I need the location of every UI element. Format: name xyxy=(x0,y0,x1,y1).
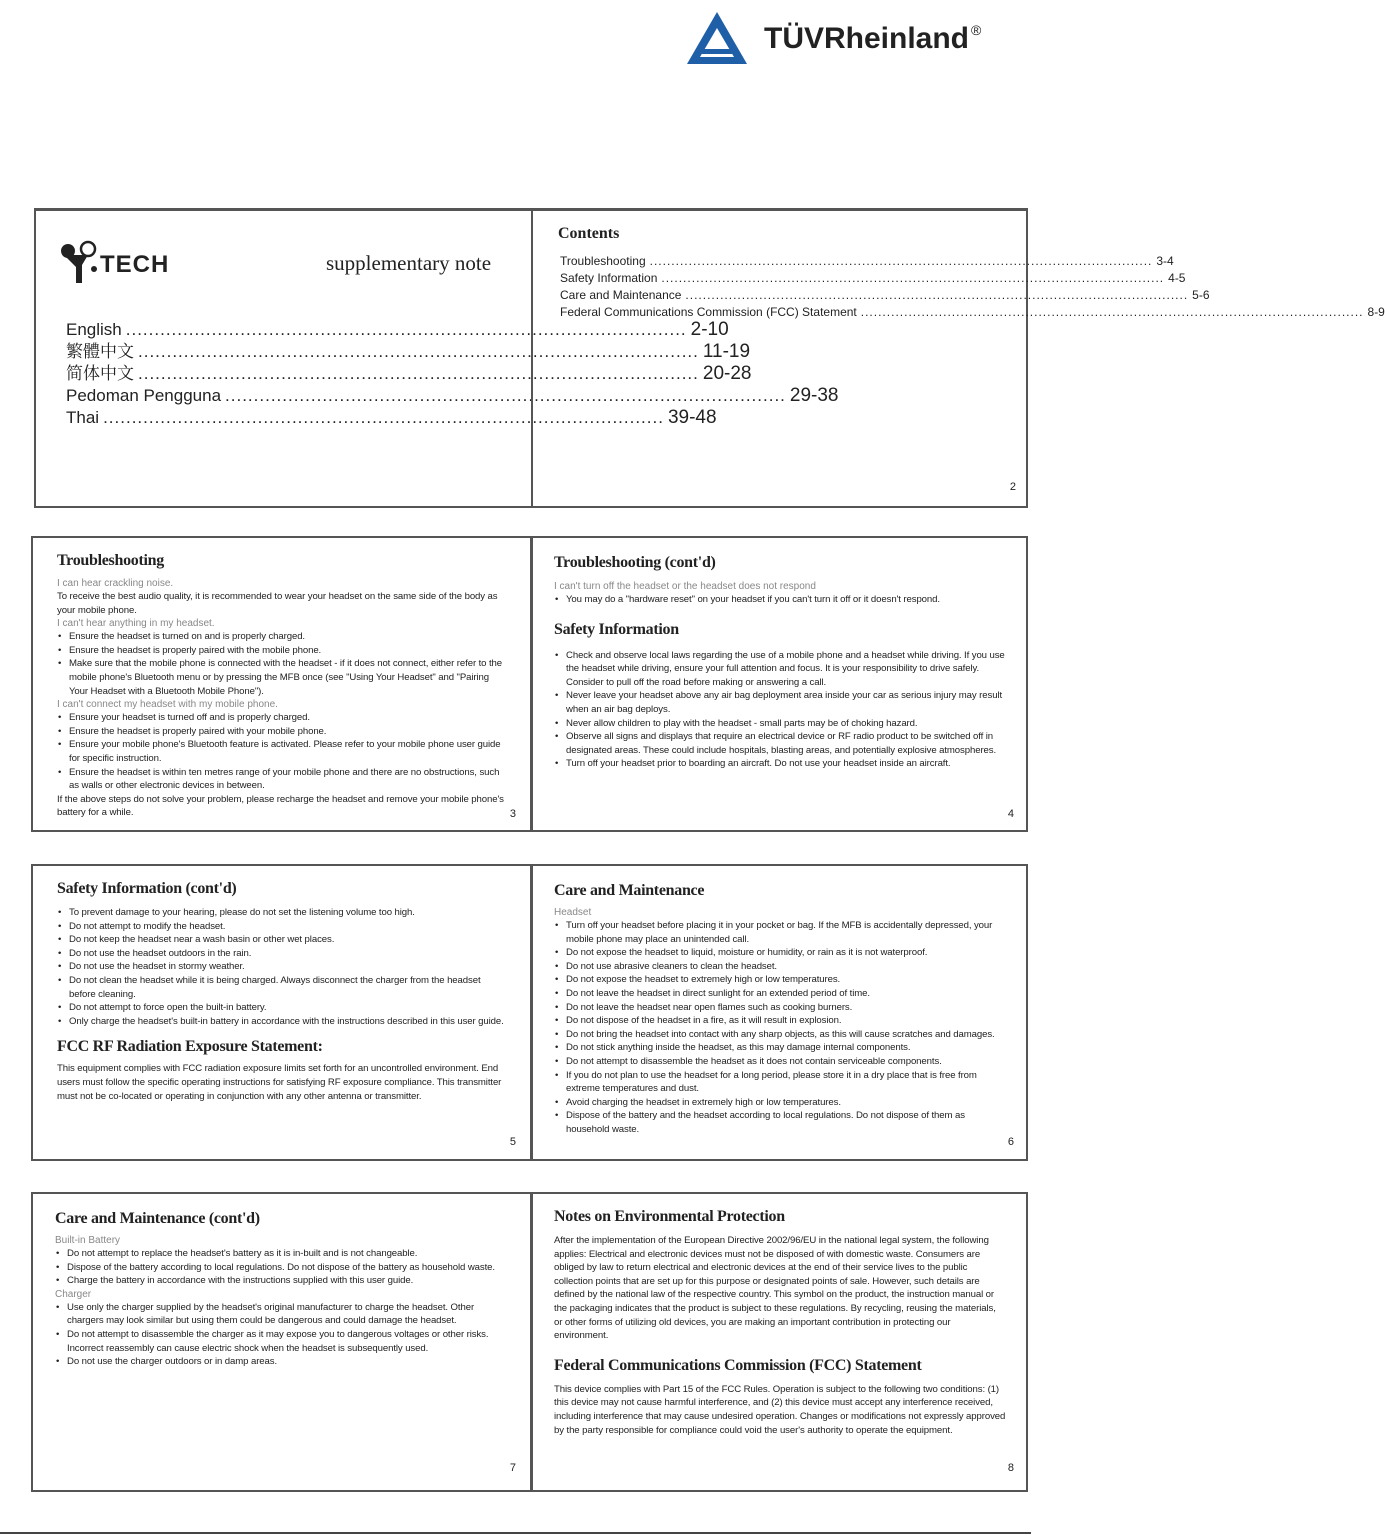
checklist xyxy=(57,711,505,793)
ytech-logo-text: TECH xyxy=(100,251,170,278)
bottom-rule xyxy=(0,1532,1031,1534)
toc-pages: 2-10 xyxy=(690,319,729,340)
section-title: Care and Maintenance (cont'd) xyxy=(55,1210,260,1227)
section-title: Troubleshooting (cont'd) xyxy=(554,554,716,571)
toc-label: 简体中文 xyxy=(66,364,134,383)
toc-label: 繁體中文 xyxy=(66,342,134,361)
contents-item-pages: 8-9 xyxy=(1367,305,1385,319)
list-item: • Do not attempt to disassemble the charger as it may expose you to dangerous voltages or other risks. Incorrect reassembly can cause electric shock when the headset is subsequently used. xyxy=(67,1328,507,1355)
contents-item-pages: 5-6 xyxy=(1192,288,1210,302)
list-item: • Ensure the headset is properly paired with your mobile phone. xyxy=(69,725,505,739)
list-item: • Do not use the headset in stormy weather. xyxy=(69,960,509,974)
list-item: • Do not stick anything inside the headset, as this may damage internal components. xyxy=(566,1041,1006,1055)
contents-item[interactable]: Troubleshooting .................................................................................................................... 3-4 xyxy=(560,254,1174,268)
page-number: 5 xyxy=(509,1136,516,1148)
toc-label: Pedoman Pengguna xyxy=(66,386,222,405)
fcc-rf-text: This equipment complies with FCC radiation exposure limits set forth for an uncontrolled environment. End users must follow the specific operating instructions for satisfying RF exposure compliance. This transmitter must not be co-located or operating in conjunction with any other antenna or transmitter. xyxy=(57,1063,502,1102)
checklist xyxy=(57,630,505,698)
question-heading: I can't connect my headset with my mobile phone. xyxy=(57,699,278,711)
page-7-care xyxy=(31,1192,532,1492)
section-title: Safety Information (cont'd) xyxy=(57,880,237,897)
list-item: • Do not keep the headset near a wash basin or other wet places. xyxy=(69,933,509,947)
toc-label: Thai xyxy=(66,408,100,427)
toc-row[interactable]: 繁體中文 .................................................................................................. 11-19 xyxy=(66,341,751,362)
checklist xyxy=(57,906,509,1028)
contents-item-label: Safety Information xyxy=(560,271,658,285)
page-8-environment-fcc xyxy=(531,1192,1028,1492)
contents-item-pages: 4-5 xyxy=(1168,271,1186,285)
list-item: • Do not attempt to replace the headset's battery as it is in-built and is not changeable. xyxy=(67,1247,507,1261)
page-5-safety xyxy=(31,864,532,1161)
list-item: • Never allow children to play with the headset - small parts may be of choking hazard. xyxy=(566,717,1006,731)
list-item: • Do not attempt to modify the headset. xyxy=(69,920,509,934)
environment-text: After the implementation of the European Directive 2002/96/EU in the national legal system, the following applies: Electrical and electronic devices must not be disposed of with domestic waste. Consumers are obliged by law to return electrical and electronic devices at the end of their service lives to the public collection points that are set up for this purpose or designated points of sale. However, such details are defined by the national law of the respective country. This symbol on the product, the instruction manual or the packaging indicates that the product is subject to these regulations. By recycling, reusing the materials, or other forms of utilizing old devices, you are making an important contribution in protecting our environment. xyxy=(554,1235,996,1342)
list-item: • Turn off your headset before placing it in your pocket or bag. If the MFB is accidentally depressed, your mobile phone may place an unintended call. xyxy=(566,919,1006,946)
list-item: • Ensure the headset is properly paired with the mobile phone. xyxy=(69,644,505,658)
list-item: • Check and observe local laws regarding the use of a mobile phone and a headset while driving. If you use the headset while driving, ensure your full attention and focus. It is your responsibility to drive safely. Consider to pull off the road before making or answering a call. xyxy=(566,649,1006,690)
section-title: Care and Maintenance xyxy=(554,882,705,899)
contents-item[interactable]: Safety Information .................................................................................................................... 4-5 xyxy=(560,271,1186,285)
subsection-heading: Built-in Battery xyxy=(55,1235,121,1246)
page-number: 8 xyxy=(1007,1462,1014,1474)
contents-item-label: Federal Communications Commission (FCC) Statement xyxy=(560,305,857,319)
list-item: • Do not expose the headset to liquid, moisture or humidity, or rain as it is not waterproof. xyxy=(566,946,1006,960)
ytech-logo xyxy=(58,239,188,289)
list-item: • Do not expose the headset to extremely high or low temperatures. xyxy=(566,973,1006,987)
toc-row[interactable]: 简体中文 .................................................................................................. 20-28 xyxy=(66,363,752,384)
answer-text: To receive the best audio quality, it is recommended to wear your headset on the same side of the body as your mobile phone. xyxy=(57,591,498,616)
list-item: • Do not use the headset outdoors in the rain. xyxy=(69,947,509,961)
subsection-heading: Charger xyxy=(55,1288,92,1300)
list-item: • Do not leave the headset near open flames such as cooking burners. xyxy=(566,1001,1006,1015)
question-heading: I can't hear anything in my headset. xyxy=(57,618,215,630)
list-item: • Do not attempt to disassemble the headset as it does not contain serviceable components. xyxy=(566,1055,1006,1069)
question-heading: I can hear crackling noise. xyxy=(57,578,174,589)
list-item: • Do not clean the headset while it is being charged. Always disconnect the charger from the headset before cleaning. xyxy=(69,974,509,1001)
list-item: • Do not use the charger outdoors or in damp areas. xyxy=(67,1355,507,1369)
toc-pages: 11-19 xyxy=(702,341,751,362)
page-number: 3 xyxy=(509,808,516,820)
checklist xyxy=(554,649,1006,771)
list-item: • Never leave your headset above any air bag deployment area inside your car as serious injury may result when an air bag deploys. xyxy=(566,689,1006,716)
section-title: FCC RF Radiation Exposure Statement: xyxy=(57,1038,323,1056)
toc-pages: 29-38 xyxy=(789,385,839,406)
fcc-statement-text: This device complies with Part 15 of the FCC Rules. Operation is subject to the following two conditions: (1) this device may not cause harmful interference, and (2) this device must accept any interference received, including interference that may cause undesired operation. Changes or modifications not expressly approved by the party responsible for compliance could void the user's authority to operate the equipment. xyxy=(554,1383,1006,1436)
contents-item[interactable]: Federal Communications Commission (FCC) Statement .................................................................................................................... 8-9 xyxy=(560,305,1385,319)
list-item: • Ensure the headset is within ten metres range of your mobile phone and there are no obstructions, such as walls or other electronic devices in between. xyxy=(69,766,505,793)
contents-page xyxy=(531,208,1385,508)
list-item: • Ensure your headset is turned off and is properly charged. xyxy=(69,711,505,725)
list-item: • You may do a "hardware reset" on your headset if you can't turn it off or it doesn't respond. xyxy=(566,593,1006,607)
toc-label: English xyxy=(66,320,122,339)
page-number: 6 xyxy=(1007,1136,1014,1148)
checklist xyxy=(55,1301,507,1369)
list-item: • Ensure the headset is turned on and is properly charged. xyxy=(69,630,505,644)
supplementary-note-title: supplementary note xyxy=(326,251,492,275)
subsection-heading: Headset xyxy=(554,907,592,918)
contents-item-label: Care and Maintenance xyxy=(560,288,682,302)
toc-pages: 39-48 xyxy=(667,407,717,428)
list-item: • Do not bring the headset into contact with any sharp objects, as this will cause scratches and damages. xyxy=(566,1028,1006,1042)
tuv-rheinland-logo xyxy=(684,8,1014,68)
page-4-troubleshooting-safety xyxy=(531,536,1028,832)
closing-text: If the above steps do not solve your problem, please recharge the headset and remove your mobile phone's battery for a while. xyxy=(57,793,504,819)
page-number: 7 xyxy=(509,1462,516,1474)
toc-pages: 20-28 xyxy=(702,363,752,384)
checklist xyxy=(55,1247,507,1288)
list-item: • Do not dispose of the headset in a fire, as it will result in explosion. xyxy=(566,1014,1006,1028)
section-title: Troubleshooting xyxy=(57,552,164,569)
toc-row[interactable]: Thai .................................................................................................. 39-48 xyxy=(66,407,717,428)
toc-row[interactable]: English .................................................................................................. 2-10 xyxy=(66,319,729,340)
list-item: • Turn off your headset prior to boarding an aircraft. Do not use your headset inside an aircraft. xyxy=(566,757,1006,771)
list-item: • Use only the charger supplied by the headset's original manufacturer to charge the headset. Other chargers may look similar but using them could be dangerous and could damage the headset. xyxy=(67,1301,507,1328)
brand-name: TÜVRheinland xyxy=(764,22,970,55)
checklist xyxy=(554,919,1006,1137)
contents-title: Contents xyxy=(558,225,620,242)
list-item: • Dispose of the battery and the headset according to local regulations. Do not dispose of them as household waste. xyxy=(566,1109,1006,1136)
list-item: • Make sure that the mobile phone is connected with the headset - if it does not connect, either refer to the mobile phone's Bluetooth menu or by pressing the MFB once (see "Using Your Headset" and "Pairing Your Headset with a Bluetooth Mobile Phone"). xyxy=(69,657,505,698)
list-item: • Avoid charging the headset in extremely high or low temperatures. xyxy=(566,1096,1006,1110)
question-heading: I can't turn off the headset or the headset does not respond xyxy=(554,581,816,592)
tuv-triangle-icon xyxy=(684,10,750,66)
contents-list xyxy=(560,253,1385,321)
list-item: • Dispose of the battery according to local regulations. Do not dispose of the battery as household waste. xyxy=(67,1261,507,1275)
list-item: • Do not use abrasive cleaners to clean the headset. xyxy=(566,960,1006,974)
list-item: • Observe all signs and displays that require an electrical device or RF radio product to be switched off in designated areas. These could include hospitals, blasting areas, and potentially explosive atmospheres. xyxy=(566,730,1006,757)
list-item: • Charge the battery in accordance with the instructions supplied with this user guide. xyxy=(67,1274,507,1288)
list-item: • To prevent damage to your hearing, please do not set the listening volume too high. xyxy=(69,906,509,920)
section-title: Safety Information xyxy=(554,620,679,638)
page-6-care xyxy=(531,864,1028,1161)
page-3-troubleshooting xyxy=(31,536,532,832)
list-item: • Do not leave the headset in direct sunlight for an extended period of time. xyxy=(566,987,1006,1001)
toc-row[interactable]: Pedoman Pengguna .................................................................................................. 29-38 xyxy=(66,385,839,406)
page-number: 4 xyxy=(1007,808,1014,820)
list-item: • Ensure your mobile phone's Bluetooth feature is activated. Please refer to your mobile phone user guide for specific instruction. xyxy=(69,738,505,765)
contents-item-pages: 3-4 xyxy=(1156,254,1174,268)
checklist xyxy=(554,593,1006,607)
list-item: • Only charge the headset's built-in battery in accordance with the instructions described in this user guide. xyxy=(69,1015,509,1029)
brand-registered-mark: ® xyxy=(971,22,982,38)
contents-item[interactable]: Care and Maintenance .................................................................................................................... 5-6 xyxy=(560,288,1210,302)
list-item: • Do not attempt to force open the built-in battery. xyxy=(69,1001,509,1015)
page-number: 2 xyxy=(1009,481,1016,493)
contents-item-label: Troubleshooting xyxy=(560,254,646,268)
language-toc xyxy=(66,319,839,429)
section-title: Federal Communications Commission (FCC) Statement xyxy=(554,1356,922,1374)
list-item: • If you do not plan to use the headset for a long period, please store it in a dry place that is free from extreme temperatures and dust. xyxy=(566,1069,1006,1096)
ytech-logo-icon xyxy=(58,239,98,285)
section-title: Notes on Environmental Protection xyxy=(554,1208,785,1225)
